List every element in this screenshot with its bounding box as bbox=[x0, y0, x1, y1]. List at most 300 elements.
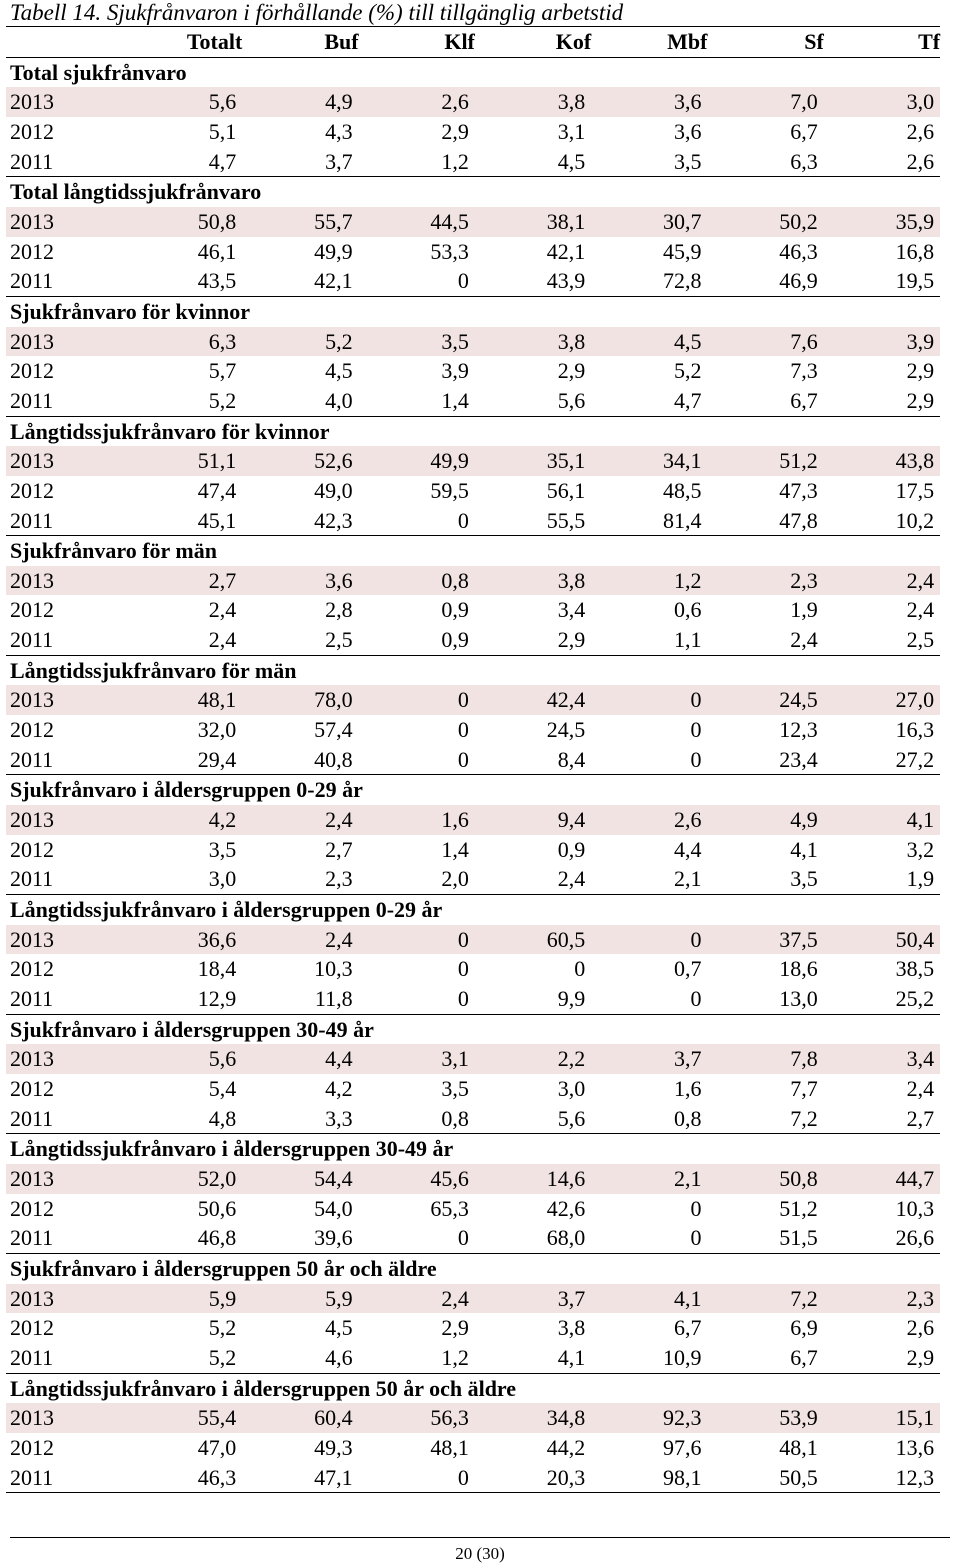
value-cell-sf: 7,3 bbox=[790, 358, 818, 384]
value-cell-mbf: 4,7 bbox=[673, 387, 702, 413]
value-cell-sf: 6,7 bbox=[790, 387, 818, 413]
value-cell-totalt: 5,9 bbox=[126, 1284, 242, 1314]
value-cell-kof: 2,4 bbox=[557, 866, 586, 892]
group-title: Långtidssjukfrånvaro i åldersgruppen 30-49 år bbox=[6, 1134, 940, 1164]
value-cell-tf: 2,5 bbox=[906, 627, 935, 653]
value-cell-tf: 2,9 bbox=[906, 387, 935, 413]
value-cell-mbf: 0 bbox=[591, 925, 707, 955]
value-cell-kof: 3,4 bbox=[557, 597, 586, 623]
value-cell-kof: 3,8 bbox=[557, 1315, 586, 1341]
value-cell-buf: 2,3 bbox=[325, 866, 353, 892]
group-heading-row bbox=[6, 177, 940, 207]
value-cell-klf: 1,6 bbox=[359, 805, 475, 835]
table-row bbox=[6, 954, 940, 984]
value-cell-sf: 1,9 bbox=[790, 597, 818, 623]
group-title: Sjukfrånvaro för män bbox=[6, 536, 940, 566]
value-cell-tf: 3,4 bbox=[824, 1044, 940, 1074]
value-cell-mbf: 72,8 bbox=[662, 268, 702, 294]
value-cell-mbf: 1,2 bbox=[591, 566, 707, 596]
value-cell-totalt: 18,4 bbox=[197, 956, 237, 982]
year-cell: 2012 bbox=[10, 956, 54, 982]
group-title: Långtidssjukfrånvaro i åldersgruppen 50 år och äldre bbox=[6, 1373, 940, 1403]
value-cell-sf: 37,5 bbox=[707, 925, 823, 955]
value-cell-klf: 3,5 bbox=[359, 327, 475, 357]
value-cell-kof: 5,6 bbox=[557, 387, 586, 413]
value-cell-kof: 4,1 bbox=[557, 1344, 586, 1370]
group-heading-row bbox=[6, 895, 940, 925]
table-row bbox=[6, 595, 940, 625]
value-cell-klf: 2,0 bbox=[441, 866, 469, 892]
year-cell: 2012 bbox=[10, 1075, 54, 1101]
value-cell-totalt: 4,7 bbox=[208, 148, 237, 174]
year-cell: 2011 bbox=[10, 268, 54, 294]
header-cell-tf: Tf bbox=[824, 27, 940, 58]
value-cell-kof: 43,9 bbox=[546, 268, 586, 294]
year-cell: 2012 bbox=[10, 1315, 54, 1341]
value-cell-mbf: 98,1 bbox=[591, 1463, 707, 1493]
table-row bbox=[6, 1403, 940, 1433]
year-cell: 2012 bbox=[10, 1195, 54, 1221]
value-cell-totalt: 5,2 bbox=[208, 1315, 237, 1341]
value-cell-klf: 1,4 bbox=[441, 836, 469, 862]
value-cell-klf: 3,1 bbox=[359, 1044, 475, 1074]
value-cell-tf: 3,0 bbox=[824, 87, 940, 117]
value-cell-klf: 0 bbox=[457, 956, 469, 982]
value-cell-klf: 2,9 bbox=[441, 118, 469, 144]
value-cell-totalt: 32,0 bbox=[197, 717, 237, 743]
header-cell-totalt: Totalt bbox=[126, 27, 242, 58]
group-heading-row bbox=[6, 775, 940, 805]
year-cell: 2013 bbox=[6, 446, 126, 476]
value-cell-totalt: 29,4 bbox=[197, 746, 237, 772]
value-cell-sf: 23,4 bbox=[779, 746, 818, 772]
value-cell-tf: 2,6 bbox=[906, 1315, 935, 1341]
value-cell-tf: 1,9 bbox=[906, 866, 935, 892]
group-title: Sjukfrånvaro i åldersgruppen 50 år och äldre bbox=[6, 1253, 940, 1283]
value-cell-mbf: 3,5 bbox=[673, 148, 702, 174]
year-cell: 2011 bbox=[10, 1225, 54, 1251]
year-cell: 2011 bbox=[10, 507, 54, 533]
year-cell: 2011 bbox=[10, 148, 54, 174]
table-row bbox=[6, 207, 940, 237]
value-cell-mbf: 10,9 bbox=[662, 1344, 702, 1370]
table-row bbox=[6, 1223, 940, 1253]
group-heading-row bbox=[6, 1373, 940, 1403]
value-cell-kof: 38,1 bbox=[475, 207, 591, 237]
year-cell: 2011 bbox=[10, 627, 54, 653]
table-row bbox=[6, 1044, 940, 1074]
value-cell-sf: 3,5 bbox=[790, 866, 818, 892]
year-cell: 2012 bbox=[10, 477, 54, 503]
year-cell: 2011 bbox=[6, 1463, 126, 1493]
table-row bbox=[6, 1313, 940, 1343]
year-cell: 2013 bbox=[6, 1044, 126, 1074]
value-cell-kof: 2,9 bbox=[557, 358, 586, 384]
value-cell-totalt: 5,7 bbox=[208, 358, 237, 384]
value-cell-buf: 4,4 bbox=[242, 1044, 358, 1074]
value-cell-tf: 13,6 bbox=[895, 1434, 935, 1460]
value-cell-kof: 55,5 bbox=[546, 507, 586, 533]
year-cell: 2013 bbox=[6, 87, 126, 117]
table-row bbox=[6, 266, 940, 296]
value-cell-sf: 2,3 bbox=[707, 566, 823, 596]
value-cell-tf: 3,2 bbox=[906, 836, 935, 862]
year-cell: 2013 bbox=[6, 1403, 126, 1433]
value-cell-tf: 2,9 bbox=[906, 358, 935, 384]
footer-rule bbox=[10, 1537, 950, 1538]
value-cell-klf: 2,4 bbox=[359, 1284, 475, 1314]
value-cell-tf: 26,6 bbox=[895, 1225, 935, 1251]
value-cell-mbf: 45,9 bbox=[662, 238, 702, 264]
value-cell-klf: 0 bbox=[359, 925, 475, 955]
value-cell-mbf: 48,5 bbox=[662, 477, 702, 503]
header-cell-year bbox=[6, 27, 126, 58]
value-cell-buf: 47,1 bbox=[242, 1463, 358, 1493]
value-cell-tf: 19,5 bbox=[895, 268, 935, 294]
value-cell-tf: 38,5 bbox=[895, 956, 935, 982]
group-title: Långtidssjukfrånvaro i åldersgruppen 0-29 år bbox=[6, 895, 940, 925]
value-cell-totalt: 5,2 bbox=[208, 1344, 237, 1370]
group-heading-row bbox=[6, 536, 940, 566]
year-cell: 2012 bbox=[10, 717, 54, 743]
value-cell-tf: 27,0 bbox=[824, 685, 940, 715]
value-cell-sf: 6,9 bbox=[790, 1315, 818, 1341]
value-cell-buf: 2,5 bbox=[325, 627, 353, 653]
year-cell: 2013 bbox=[6, 327, 126, 357]
value-cell-klf: 3,5 bbox=[441, 1075, 469, 1101]
value-cell-mbf: 0 bbox=[690, 986, 702, 1011]
value-cell-buf: 3,7 bbox=[325, 148, 353, 174]
table-row bbox=[6, 356, 940, 386]
value-cell-klf: 0 bbox=[457, 986, 469, 1011]
value-cell-kof: 42,6 bbox=[546, 1195, 586, 1221]
year-cell: 2012 bbox=[10, 358, 54, 384]
year-cell: 2011 bbox=[10, 986, 54, 1011]
value-cell-totalt: 3,5 bbox=[208, 836, 237, 862]
value-cell-tf: 10,2 bbox=[895, 507, 935, 533]
table-row bbox=[6, 237, 940, 267]
value-cell-totalt: 51,1 bbox=[126, 446, 242, 476]
value-cell-kof: 56,1 bbox=[546, 477, 586, 503]
table-row bbox=[6, 446, 940, 476]
value-cell-buf: 5,9 bbox=[242, 1284, 358, 1314]
value-cell-buf: 2,4 bbox=[242, 805, 358, 835]
value-cell-tf: 44,7 bbox=[824, 1164, 940, 1194]
group-heading-row bbox=[6, 1014, 940, 1044]
year-cell: 2012 bbox=[10, 1434, 54, 1460]
value-cell-buf: 52,6 bbox=[242, 446, 358, 476]
value-cell-mbf: 3,6 bbox=[591, 87, 707, 117]
value-cell-kof: 8,4 bbox=[557, 746, 586, 772]
table-row bbox=[6, 566, 940, 596]
value-cell-totalt: 50,8 bbox=[126, 207, 242, 237]
value-cell-tf: 27,2 bbox=[895, 746, 935, 772]
year-cell: 2013 bbox=[6, 1164, 126, 1194]
group-title: Total sjukfrånvaro bbox=[10, 59, 187, 85]
table-row bbox=[6, 685, 940, 715]
value-cell-kof: 68,0 bbox=[546, 1225, 586, 1251]
table-row bbox=[6, 1194, 940, 1224]
value-cell-totalt: 45,1 bbox=[197, 507, 237, 533]
value-cell-buf: 54,0 bbox=[314, 1195, 353, 1221]
table-row bbox=[6, 1104, 940, 1134]
value-cell-sf: 7,2 bbox=[707, 1284, 823, 1314]
group-title: Sjukfrånvaro för kvinnor bbox=[6, 296, 940, 326]
value-cell-buf: 2,8 bbox=[325, 597, 353, 623]
value-cell-buf: 4,5 bbox=[325, 358, 353, 384]
year-cell: 2013 bbox=[6, 805, 126, 835]
value-cell-totalt: 5,2 bbox=[208, 387, 237, 413]
value-cell-kof: 44,2 bbox=[546, 1434, 586, 1460]
value-cell-mbf: 1,6 bbox=[673, 1075, 702, 1101]
table-row bbox=[6, 117, 940, 147]
table-row bbox=[6, 87, 940, 117]
value-cell-mbf: 30,7 bbox=[591, 207, 707, 237]
value-cell-totalt: 2,4 bbox=[208, 597, 237, 623]
table-row bbox=[6, 625, 940, 655]
value-cell-sf: 6,3 bbox=[790, 148, 818, 174]
year-cell: 2013 bbox=[6, 925, 126, 955]
value-cell-klf: 0,8 bbox=[359, 566, 475, 596]
group-heading-row bbox=[6, 416, 940, 446]
value-cell-buf: 40,8 bbox=[314, 746, 353, 772]
value-cell-kof: 42,1 bbox=[546, 238, 586, 264]
value-cell-buf: 2,7 bbox=[325, 836, 353, 862]
value-cell-buf: 4,3 bbox=[325, 118, 353, 144]
table-row bbox=[6, 1074, 940, 1104]
value-cell-tf: 17,5 bbox=[895, 477, 935, 503]
value-cell-klf: 0 bbox=[359, 685, 475, 715]
value-cell-tf: 16,3 bbox=[895, 717, 935, 743]
group-heading-row bbox=[6, 296, 940, 326]
value-cell-klf: 44,5 bbox=[359, 207, 475, 237]
table-row bbox=[6, 864, 940, 894]
value-cell-klf: 0 bbox=[457, 1225, 469, 1251]
value-cell-mbf: 92,3 bbox=[591, 1403, 707, 1433]
value-cell-tf: 16,8 bbox=[895, 238, 935, 264]
value-cell-sf: 47,8 bbox=[779, 507, 818, 533]
value-cell-tf: 2,3 bbox=[824, 1284, 940, 1314]
table-row bbox=[6, 1343, 940, 1373]
value-cell-sf: 7,7 bbox=[790, 1075, 818, 1101]
value-cell-tf: 3,9 bbox=[824, 327, 940, 357]
value-cell-klf: 0 bbox=[457, 507, 469, 533]
value-cell-kof: 14,6 bbox=[475, 1164, 591, 1194]
value-cell-klf: 0 bbox=[457, 717, 469, 743]
value-cell-mbf: 0,7 bbox=[673, 956, 702, 982]
group-title: Sjukfrånvaro i åldersgruppen 30-49 år bbox=[6, 1014, 940, 1044]
value-cell-sf: 7,0 bbox=[707, 87, 823, 117]
value-cell-totalt: 3,0 bbox=[208, 866, 237, 892]
value-cell-sf: 6,7 bbox=[790, 118, 818, 144]
value-cell-klf: 0 bbox=[457, 746, 469, 772]
value-cell-klf: 53,3 bbox=[430, 238, 469, 264]
value-cell-mbf: 4,4 bbox=[673, 836, 702, 862]
value-cell-buf: 5,2 bbox=[242, 327, 358, 357]
value-cell-buf: 4,2 bbox=[325, 1075, 353, 1101]
value-cell-buf: 49,0 bbox=[314, 477, 353, 503]
value-cell-tf: 35,9 bbox=[824, 207, 940, 237]
value-cell-klf: 0 bbox=[457, 268, 469, 294]
value-cell-kof: 34,8 bbox=[475, 1403, 591, 1433]
value-cell-klf: 1,2 bbox=[441, 148, 469, 174]
value-cell-kof: 35,1 bbox=[475, 446, 591, 476]
value-cell-buf: 39,6 bbox=[314, 1225, 353, 1251]
value-cell-mbf: 2,1 bbox=[673, 866, 702, 892]
year-cell: 2012 bbox=[10, 238, 54, 264]
value-cell-buf: 4,6 bbox=[325, 1344, 353, 1370]
value-cell-kof: 0 bbox=[574, 956, 586, 982]
value-cell-buf: 11,8 bbox=[314, 986, 353, 1011]
value-cell-kof: 3,7 bbox=[475, 1284, 591, 1314]
value-cell-mbf: 81,4 bbox=[662, 507, 702, 533]
value-cell-mbf: 0,6 bbox=[673, 597, 702, 623]
value-cell-sf: 4,9 bbox=[707, 805, 823, 835]
value-cell-klf: 48,1 bbox=[430, 1434, 469, 1460]
value-cell-tf: 2,4 bbox=[906, 1075, 935, 1101]
year-cell: 2012 bbox=[10, 597, 54, 623]
value-cell-totalt: 47,4 bbox=[197, 477, 237, 503]
table-row bbox=[6, 1433, 940, 1463]
value-cell-buf: 10,3 bbox=[314, 956, 353, 982]
value-cell-sf: 51,2 bbox=[707, 446, 823, 476]
value-cell-totalt: 48,1 bbox=[126, 685, 242, 715]
value-cell-totalt: 46,3 bbox=[126, 1463, 242, 1493]
table-row bbox=[6, 1463, 940, 1493]
value-cell-kof: 9,4 bbox=[475, 805, 591, 835]
header-cell-buf: Buf bbox=[242, 27, 358, 58]
value-cell-mbf: 2,6 bbox=[591, 805, 707, 835]
table-row bbox=[6, 1164, 940, 1194]
header-cell-kof: Kof bbox=[475, 27, 591, 58]
table-row bbox=[6, 745, 940, 775]
group-title: Långtidssjukfrånvaro för män bbox=[6, 655, 940, 685]
value-cell-sf: 6,7 bbox=[790, 1344, 818, 1370]
value-cell-klf: 0 bbox=[359, 1463, 475, 1493]
value-cell-mbf: 4,5 bbox=[591, 327, 707, 357]
value-cell-kof: 60,5 bbox=[475, 925, 591, 955]
value-cell-sf: 51,5 bbox=[779, 1225, 818, 1251]
value-cell-buf: 49,3 bbox=[314, 1434, 353, 1460]
value-cell-sf: 48,1 bbox=[779, 1434, 818, 1460]
value-cell-sf: 18,6 bbox=[779, 956, 818, 982]
value-cell-sf: 51,2 bbox=[779, 1195, 818, 1221]
value-cell-kof: 3,1 bbox=[557, 118, 586, 144]
year-cell: 2011 bbox=[10, 1105, 54, 1131]
value-cell-mbf: 6,7 bbox=[673, 1315, 702, 1341]
value-cell-buf: 4,5 bbox=[325, 1315, 353, 1341]
value-cell-buf: 49,9 bbox=[314, 238, 353, 264]
value-cell-totalt: 12,9 bbox=[197, 986, 237, 1011]
value-cell-tf: 15,1 bbox=[824, 1403, 940, 1433]
value-cell-klf: 1,4 bbox=[441, 387, 469, 413]
value-cell-kof: 2,2 bbox=[475, 1044, 591, 1074]
value-cell-sf: 24,5 bbox=[707, 685, 823, 715]
value-cell-totalt: 4,8 bbox=[208, 1105, 237, 1131]
value-cell-sf: 7,6 bbox=[707, 327, 823, 357]
table-row bbox=[6, 327, 940, 357]
value-cell-buf: 3,3 bbox=[325, 1105, 353, 1131]
value-cell-klf: 0,9 bbox=[441, 627, 469, 653]
value-cell-buf: 4,9 bbox=[242, 87, 358, 117]
group-title: Sjukfrånvaro i åldersgruppen 0-29 år bbox=[6, 775, 940, 805]
value-cell-buf: 78,0 bbox=[242, 685, 358, 715]
value-cell-kof: 3,8 bbox=[475, 327, 591, 357]
table-row bbox=[6, 147, 940, 177]
value-cell-klf: 0,9 bbox=[441, 597, 469, 623]
value-cell-klf: 2,6 bbox=[359, 87, 475, 117]
group-title: Långtidssjukfrånvaro för kvinnor bbox=[6, 416, 940, 446]
value-cell-totalt: 46,1 bbox=[197, 238, 237, 264]
value-cell-totalt: 5,6 bbox=[126, 1044, 242, 1074]
group-heading-row bbox=[6, 1253, 940, 1283]
value-cell-kof: 20,3 bbox=[475, 1463, 591, 1493]
year-cell: 2011 bbox=[10, 387, 54, 413]
value-cell-klf: 2,9 bbox=[441, 1315, 469, 1341]
value-cell-totalt: 50,6 bbox=[197, 1195, 237, 1221]
value-cell-totalt: 55,4 bbox=[126, 1403, 242, 1433]
value-cell-buf: 60,4 bbox=[242, 1403, 358, 1433]
header-cell-klf: Klf bbox=[359, 27, 475, 58]
value-cell-mbf: 0 bbox=[591, 685, 707, 715]
value-cell-mbf: 2,1 bbox=[591, 1164, 707, 1194]
value-cell-klf: 56,3 bbox=[359, 1403, 475, 1433]
value-cell-sf: 46,9 bbox=[779, 268, 818, 294]
value-cell-buf: 42,1 bbox=[314, 268, 353, 294]
value-cell-kof: 3,8 bbox=[475, 566, 591, 596]
value-cell-mbf: 3,7 bbox=[591, 1044, 707, 1074]
page-number: 20 (30) bbox=[455, 1544, 505, 1563]
year-cell: 2013 bbox=[6, 1284, 126, 1314]
value-cell-tf: 2,4 bbox=[906, 597, 935, 623]
year-cell: 2013 bbox=[6, 566, 126, 596]
value-cell-mbf: 0,8 bbox=[673, 1105, 702, 1131]
value-cell-sf: 53,9 bbox=[707, 1403, 823, 1433]
value-cell-tf: 10,3 bbox=[895, 1195, 935, 1221]
header-cell-sf: Sf bbox=[707, 27, 823, 58]
value-cell-klf: 45,6 bbox=[359, 1164, 475, 1194]
value-cell-sf: 2,4 bbox=[790, 627, 818, 653]
value-cell-sf: 50,8 bbox=[707, 1164, 823, 1194]
table-row bbox=[6, 715, 940, 745]
value-cell-sf: 50,2 bbox=[707, 207, 823, 237]
value-cell-kof: 2,9 bbox=[557, 627, 586, 653]
year-cell: 2012 bbox=[10, 118, 54, 144]
year-cell: 2011 bbox=[10, 746, 54, 772]
group-heading-row bbox=[6, 655, 940, 685]
value-cell-totalt: 46,8 bbox=[197, 1225, 237, 1251]
value-cell-totalt: 6,3 bbox=[126, 327, 242, 357]
value-cell-buf: 55,7 bbox=[242, 207, 358, 237]
value-cell-sf: 50,5 bbox=[707, 1463, 823, 1493]
value-cell-tf: 50,4 bbox=[824, 925, 940, 955]
value-cell-totalt: 5,4 bbox=[208, 1075, 237, 1101]
value-cell-tf: 2,7 bbox=[906, 1105, 935, 1131]
value-cell-totalt: 36,6 bbox=[126, 925, 242, 955]
year-cell: 2011 bbox=[10, 1344, 54, 1370]
value-cell-totalt: 4,2 bbox=[126, 805, 242, 835]
value-cell-tf: 2,4 bbox=[824, 566, 940, 596]
header-cell-mbf: Mbf bbox=[591, 27, 707, 58]
value-cell-totalt: 5,6 bbox=[126, 87, 242, 117]
value-cell-sf: 7,2 bbox=[790, 1105, 818, 1131]
value-cell-tf: 43,8 bbox=[824, 446, 940, 476]
value-cell-klf: 65,3 bbox=[430, 1195, 469, 1221]
value-cell-sf: 12,3 bbox=[779, 717, 818, 743]
value-cell-tf: 12,3 bbox=[824, 1463, 940, 1493]
value-cell-mbf: 0 bbox=[690, 717, 702, 743]
value-cell-klf: 1,2 bbox=[441, 1344, 469, 1370]
